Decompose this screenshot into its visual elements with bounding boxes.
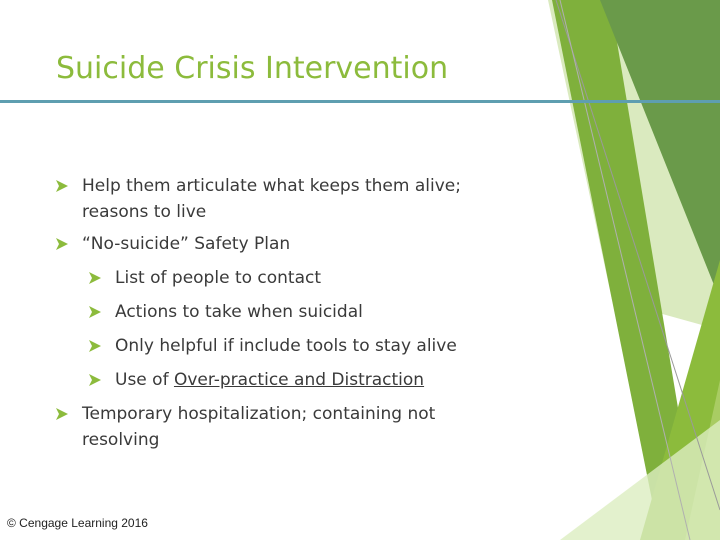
sub-bullet-text: List of people to contact	[115, 268, 322, 288]
slide-title: Suicide Crisis Intervention	[56, 51, 449, 86]
bullet-text-line: Help them articulate what keeps them alive;	[82, 176, 461, 196]
sub-bullet-text	[115, 367, 424, 393]
bullet-text-line: reasons to live	[82, 202, 207, 222]
sub-bullet-item	[89, 265, 321, 291]
diamond-bullet-icon	[89, 306, 101, 318]
bullet-text-line: resolving	[82, 430, 160, 450]
sub-bullet-prefix: Use of	[115, 370, 174, 390]
bullet-text-line: Temporary hospitalization; containing not	[82, 404, 436, 424]
diamond-bullet-icon	[56, 180, 68, 192]
sub-bullet-text: Only helpful if include tools to stay alive	[115, 336, 457, 356]
sub-bullet-item	[89, 367, 424, 393]
diamond-bullet-icon	[89, 374, 101, 386]
sub-bullet-text: Actions to take when suicidal	[115, 302, 363, 322]
copyright-footer: © Cengage Learning 2016	[7, 516, 148, 530]
diamond-bullet-icon	[56, 238, 68, 250]
over-practice-link[interactable]: Over-practice and Distraction	[173, 370, 425, 390]
diamond-bullet-icon	[56, 408, 68, 420]
sub-bullet-item	[89, 333, 457, 359]
title-divider	[0, 100, 720, 103]
bullet-item	[56, 231, 290, 257]
bullet-item	[56, 173, 461, 225]
diamond-bullet-icon	[89, 340, 101, 352]
bullet-text: “No-suicide” Safety Plan	[82, 234, 291, 254]
sub-bullet-item	[89, 299, 363, 325]
diamond-bullet-icon	[89, 272, 101, 284]
bullet-item	[56, 401, 435, 453]
